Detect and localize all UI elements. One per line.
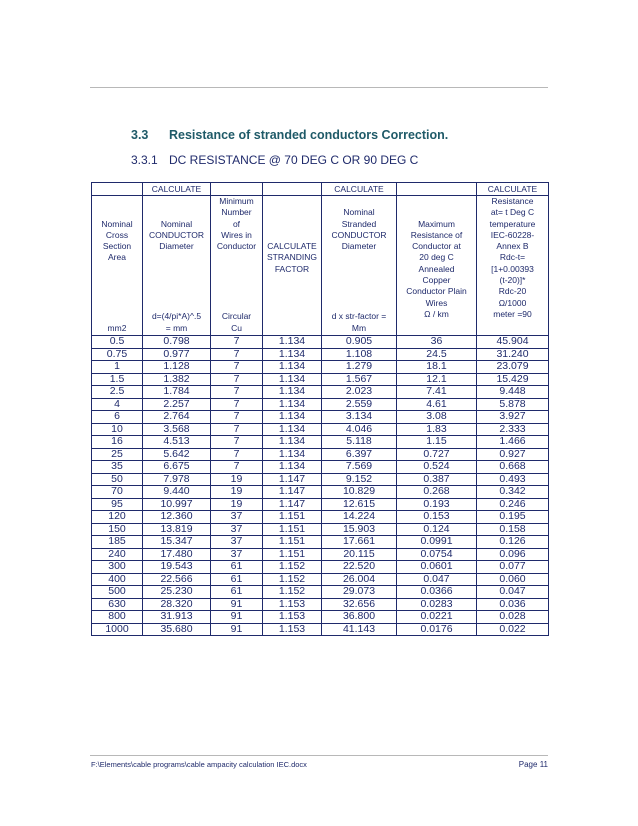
table-cell: 0.5 xyxy=(92,336,143,349)
band-cell: CALCULATE xyxy=(322,183,397,196)
footer-file-path: F:\Elements\cable programs\cable ampacity calculation IEC.docx xyxy=(91,760,307,769)
table-cell: 500 xyxy=(92,586,143,599)
table-cell: 91 xyxy=(211,598,263,611)
table-cell: 9.152 xyxy=(322,473,397,486)
table-row xyxy=(92,586,549,599)
table-cell: 7.569 xyxy=(322,461,397,474)
table-cell: 6.397 xyxy=(322,448,397,461)
table-row xyxy=(92,361,549,374)
table-cell: 4.046 xyxy=(322,423,397,436)
table-cell: 7 xyxy=(211,448,263,461)
table-cell: 20.115 xyxy=(322,548,397,561)
table-cell: 630 xyxy=(92,598,143,611)
table-cell: 800 xyxy=(92,611,143,624)
table-cell: 31.913 xyxy=(143,611,211,624)
table-cell: 7 xyxy=(211,361,263,374)
table-cell: 0.0601 xyxy=(397,561,477,574)
table-cell: 23.079 xyxy=(477,361,549,374)
table-cell: 2.559 xyxy=(322,398,397,411)
table-cell: 0.0176 xyxy=(397,623,477,636)
table-cell: 26.004 xyxy=(322,573,397,586)
table-cell: 28.320 xyxy=(143,598,211,611)
table-cell: 45.904 xyxy=(477,336,549,349)
table-cell: 15.429 xyxy=(477,373,549,386)
table-cell: 18.1 xyxy=(397,361,477,374)
table-cell: 19.543 xyxy=(143,561,211,574)
table-cell: 0.524 xyxy=(397,461,477,474)
table-cell: 9.448 xyxy=(477,386,549,399)
table-cell: 19 xyxy=(211,473,263,486)
column-header-max-resistance xyxy=(397,196,477,336)
table-cell: 36.800 xyxy=(322,611,397,624)
table-cell: 0.047 xyxy=(477,586,549,599)
table-cell: 1.147 xyxy=(263,486,322,499)
table-cell: 0.126 xyxy=(477,536,549,549)
table-cell: 37 xyxy=(211,511,263,524)
table-cell: 1.152 xyxy=(263,573,322,586)
table-cell: 25 xyxy=(92,448,143,461)
table-cell: 0.077 xyxy=(477,561,549,574)
band-cell xyxy=(211,183,263,196)
column-header-stranding-factor xyxy=(263,196,322,336)
table-cell: 32.656 xyxy=(322,598,397,611)
table-cell: 2.023 xyxy=(322,386,397,399)
table-cell: 24.5 xyxy=(397,348,477,361)
table-cell: 0.022 xyxy=(477,623,549,636)
table-cell: 22.520 xyxy=(322,561,397,574)
table-cell: 10.829 xyxy=(322,486,397,499)
table-cell: 6.675 xyxy=(143,461,211,474)
resistance-table xyxy=(91,182,549,636)
table-cell: 19 xyxy=(211,486,263,499)
table-cell: 61 xyxy=(211,573,263,586)
table-cell: 6 xyxy=(92,411,143,424)
header-text: Nominal Stranded CONDUCTOR Diameter xyxy=(331,207,387,252)
table-cell: 1.567 xyxy=(322,373,397,386)
table-cell: 0.75 xyxy=(92,348,143,361)
column-header-resistance-at-t xyxy=(477,196,549,336)
table-row xyxy=(92,536,549,549)
table-cell: 12.1 xyxy=(397,373,477,386)
table-cell: 1.128 xyxy=(143,361,211,374)
header-text: Resistance at= t Deg C temperature IEC-60228- Annex B Rdc-t= [1+0.00393 (t-20)]* Rdc-20 Ω/1000 meter =90 xyxy=(489,196,536,319)
table-header-row xyxy=(92,196,549,336)
subsection-number: 3.3.1 xyxy=(131,153,158,167)
table-row xyxy=(92,386,549,399)
table-cell: 150 xyxy=(92,523,143,536)
table-cell: 0.060 xyxy=(477,573,549,586)
table-cell: 0.195 xyxy=(477,511,549,524)
table-row xyxy=(92,423,549,436)
table-cell: 1.83 xyxy=(397,423,477,436)
table-cell: 22.566 xyxy=(143,573,211,586)
table-cell: 37 xyxy=(211,548,263,561)
table-cell: 61 xyxy=(211,561,263,574)
table-cell: 0.124 xyxy=(397,523,477,536)
table-cell: 1.134 xyxy=(263,411,322,424)
table-cell: 1.382 xyxy=(143,373,211,386)
table-cell: 0.342 xyxy=(477,486,549,499)
table-cell: 0.0991 xyxy=(397,536,477,549)
table-cell: 0.153 xyxy=(397,511,477,524)
table-cell: 1.152 xyxy=(263,561,322,574)
table-cell: 1.279 xyxy=(322,361,397,374)
table-cell: 0.977 xyxy=(143,348,211,361)
column-header-area xyxy=(92,196,143,336)
table-cell: 9.440 xyxy=(143,486,211,499)
table-cell: 300 xyxy=(92,561,143,574)
page-label: Page xyxy=(518,760,538,769)
table-cell: 2.257 xyxy=(143,398,211,411)
table-cell: 0.727 xyxy=(397,448,477,461)
section-title: Resistance of stranded conductors Correction. xyxy=(169,128,449,142)
table-row xyxy=(92,561,549,574)
table-cell: 37 xyxy=(211,536,263,549)
table-cell: 1.134 xyxy=(263,361,322,374)
table-cell: 0.927 xyxy=(477,448,549,461)
table-cell: 1.134 xyxy=(263,386,322,399)
table-cell: 17.480 xyxy=(143,548,211,561)
table-cell: 1.134 xyxy=(263,461,322,474)
table-cell: 1.134 xyxy=(263,398,322,411)
column-header-diameter xyxy=(143,196,211,336)
table-row xyxy=(92,598,549,611)
header-rule xyxy=(90,87,548,88)
table-row xyxy=(92,573,549,586)
table-cell: 3.568 xyxy=(143,423,211,436)
table-cell: 0.668 xyxy=(477,461,549,474)
table-cell: 7 xyxy=(211,336,263,349)
header-formula: d x str-factor = Mm xyxy=(331,311,387,333)
table-cell: 0.268 xyxy=(397,486,477,499)
band-cell: CALCULATE xyxy=(143,183,211,196)
table-cell: 41.143 xyxy=(322,623,397,636)
table-cell: 4.513 xyxy=(143,436,211,449)
header-formula: mm2 xyxy=(107,322,127,333)
table-row xyxy=(92,623,549,636)
band-cell xyxy=(263,183,322,196)
table-row xyxy=(92,436,549,449)
table-row xyxy=(92,486,549,499)
header-text: Minimum Number of Wires in Conductor xyxy=(216,196,257,252)
table-cell: 1.153 xyxy=(263,623,322,636)
band-cell xyxy=(397,183,477,196)
table-cell: 35.680 xyxy=(143,623,211,636)
table-cell: 1.147 xyxy=(263,498,322,511)
table-cell: 1.134 xyxy=(263,336,322,349)
header-text: Nominal Cross Section Area xyxy=(101,218,133,263)
table-cell: 0.798 xyxy=(143,336,211,349)
table-cell: 0.096 xyxy=(477,548,549,561)
table-cell: 13.819 xyxy=(143,523,211,536)
table-cell: 16 xyxy=(92,436,143,449)
header-formula: Circular Cu xyxy=(221,311,252,333)
table-cell: 240 xyxy=(92,548,143,561)
table-cell: 0.0221 xyxy=(397,611,477,624)
table-cell: 91 xyxy=(211,623,263,636)
table-cell: 1.153 xyxy=(263,611,322,624)
table-cell: 19 xyxy=(211,498,263,511)
table-cell: 50 xyxy=(92,473,143,486)
table-row xyxy=(92,611,549,624)
table-row xyxy=(92,411,549,424)
table-cell: 1.108 xyxy=(322,348,397,361)
table-cell: 37 xyxy=(211,523,263,536)
table-cell: 1.134 xyxy=(263,423,322,436)
table-cell: 1.134 xyxy=(263,373,322,386)
subsection-title: DC RESISTANCE @ 70 DEG C OR 90 DEG C xyxy=(169,153,419,167)
page-number: 11 xyxy=(539,760,548,769)
table-cell: 0.387 xyxy=(397,473,477,486)
table-cell: 7 xyxy=(211,436,263,449)
table-cell: 5.642 xyxy=(143,448,211,461)
table-cell: 7 xyxy=(211,373,263,386)
column-header-wires xyxy=(211,196,263,336)
table-cell: 36 xyxy=(397,336,477,349)
table-cell: 0.036 xyxy=(477,598,549,611)
table-row xyxy=(92,336,549,349)
table-cell: 7.978 xyxy=(143,473,211,486)
table-cell: 0.905 xyxy=(322,336,397,349)
subsection-heading xyxy=(131,153,418,167)
table-cell: 7.41 xyxy=(397,386,477,399)
header-text: CALCULATE STRANDING FACTOR xyxy=(266,241,318,274)
table-row xyxy=(92,398,549,411)
table-cell: 1.151 xyxy=(263,548,322,561)
table-cell: 0.047 xyxy=(397,573,477,586)
table-row xyxy=(92,461,549,474)
table-cell: 1.134 xyxy=(263,348,322,361)
table-cell: 95 xyxy=(92,498,143,511)
table-cell: 1.153 xyxy=(263,598,322,611)
table-cell: 1.151 xyxy=(263,536,322,549)
table-row xyxy=(92,498,549,511)
table-cell: 1.134 xyxy=(263,436,322,449)
table-cell: 2.5 xyxy=(92,386,143,399)
table-cell: 2.333 xyxy=(477,423,549,436)
table-cell: 1.152 xyxy=(263,586,322,599)
band-cell: CALCULATE xyxy=(477,183,549,196)
table-cell: 3.927 xyxy=(477,411,549,424)
section-heading xyxy=(131,128,448,142)
table-cell: 1.784 xyxy=(143,386,211,399)
table-cell: 25.230 xyxy=(143,586,211,599)
table-cell: 1.15 xyxy=(397,436,477,449)
table-cell: 7 xyxy=(211,386,263,399)
table-cell: 120 xyxy=(92,511,143,524)
footer-rule xyxy=(90,755,548,756)
header-text: Nominal CONDUCTOR Diameter xyxy=(148,218,205,252)
table-cell: 7 xyxy=(211,461,263,474)
table-row xyxy=(92,348,549,361)
table-cell: 7 xyxy=(211,423,263,436)
table-cell: 35 xyxy=(92,461,143,474)
table-cell: 10 xyxy=(92,423,143,436)
table-cell: 0.193 xyxy=(397,498,477,511)
table-cell: 29.073 xyxy=(322,586,397,599)
table-row xyxy=(92,448,549,461)
table-cell: 5.878 xyxy=(477,398,549,411)
table-cell: 15.347 xyxy=(143,536,211,549)
table-band-row xyxy=(92,183,549,196)
section-number: 3.3 xyxy=(131,128,149,142)
table-cell: 15.903 xyxy=(322,523,397,536)
table-cell: 1.466 xyxy=(477,436,549,449)
table-row xyxy=(92,373,549,386)
table-cell: 1.5 xyxy=(92,373,143,386)
table-cell: 2.764 xyxy=(143,411,211,424)
table-row xyxy=(92,473,549,486)
table-cell: 91 xyxy=(211,611,263,624)
table-cell: 0.493 xyxy=(477,473,549,486)
table-cell: 1 xyxy=(92,361,143,374)
table-row xyxy=(92,548,549,561)
table-cell: 0.246 xyxy=(477,498,549,511)
table-cell: 400 xyxy=(92,573,143,586)
table-cell: 7 xyxy=(211,348,263,361)
table-cell: 12.360 xyxy=(143,511,211,524)
table-cell: 3.08 xyxy=(397,411,477,424)
header-text: Maximum Resistance of Conductor at 20 deg C Annealed Copper Conductor Plain Wires Ω / km xyxy=(406,218,467,319)
table-cell: 4 xyxy=(92,398,143,411)
table-cell: 3.134 xyxy=(322,411,397,424)
table-cell: 61 xyxy=(211,586,263,599)
table-row xyxy=(92,511,549,524)
table-cell: 0.0366 xyxy=(397,586,477,599)
table-cell: 7 xyxy=(211,398,263,411)
header-formula: d=(4/pi*A)^.5 = mm xyxy=(151,311,202,333)
table-cell: 70 xyxy=(92,486,143,499)
table-row xyxy=(92,523,549,536)
band-cell xyxy=(92,183,143,196)
table-cell: 1000 xyxy=(92,623,143,636)
table-cell: 17.661 xyxy=(322,536,397,549)
table-cell: 1.147 xyxy=(263,473,322,486)
table-cell: 0.0754 xyxy=(397,548,477,561)
table-cell: 14.224 xyxy=(322,511,397,524)
table-cell: 0.158 xyxy=(477,523,549,536)
footer-page-number xyxy=(519,760,548,769)
column-header-stranded-diameter xyxy=(322,196,397,336)
table-cell: 7 xyxy=(211,411,263,424)
table-cell: 12.615 xyxy=(322,498,397,511)
table-cell: 0.0283 xyxy=(397,598,477,611)
table-cell: 185 xyxy=(92,536,143,549)
table-cell: 4.61 xyxy=(397,398,477,411)
table-cell: 31.240 xyxy=(477,348,549,361)
table-cell: 1.134 xyxy=(263,448,322,461)
table-cell: 5.118 xyxy=(322,436,397,449)
table-cell: 10.997 xyxy=(143,498,211,511)
table-cell: 1.151 xyxy=(263,511,322,524)
table-cell: 1.151 xyxy=(263,523,322,536)
table-cell: 0.028 xyxy=(477,611,549,624)
